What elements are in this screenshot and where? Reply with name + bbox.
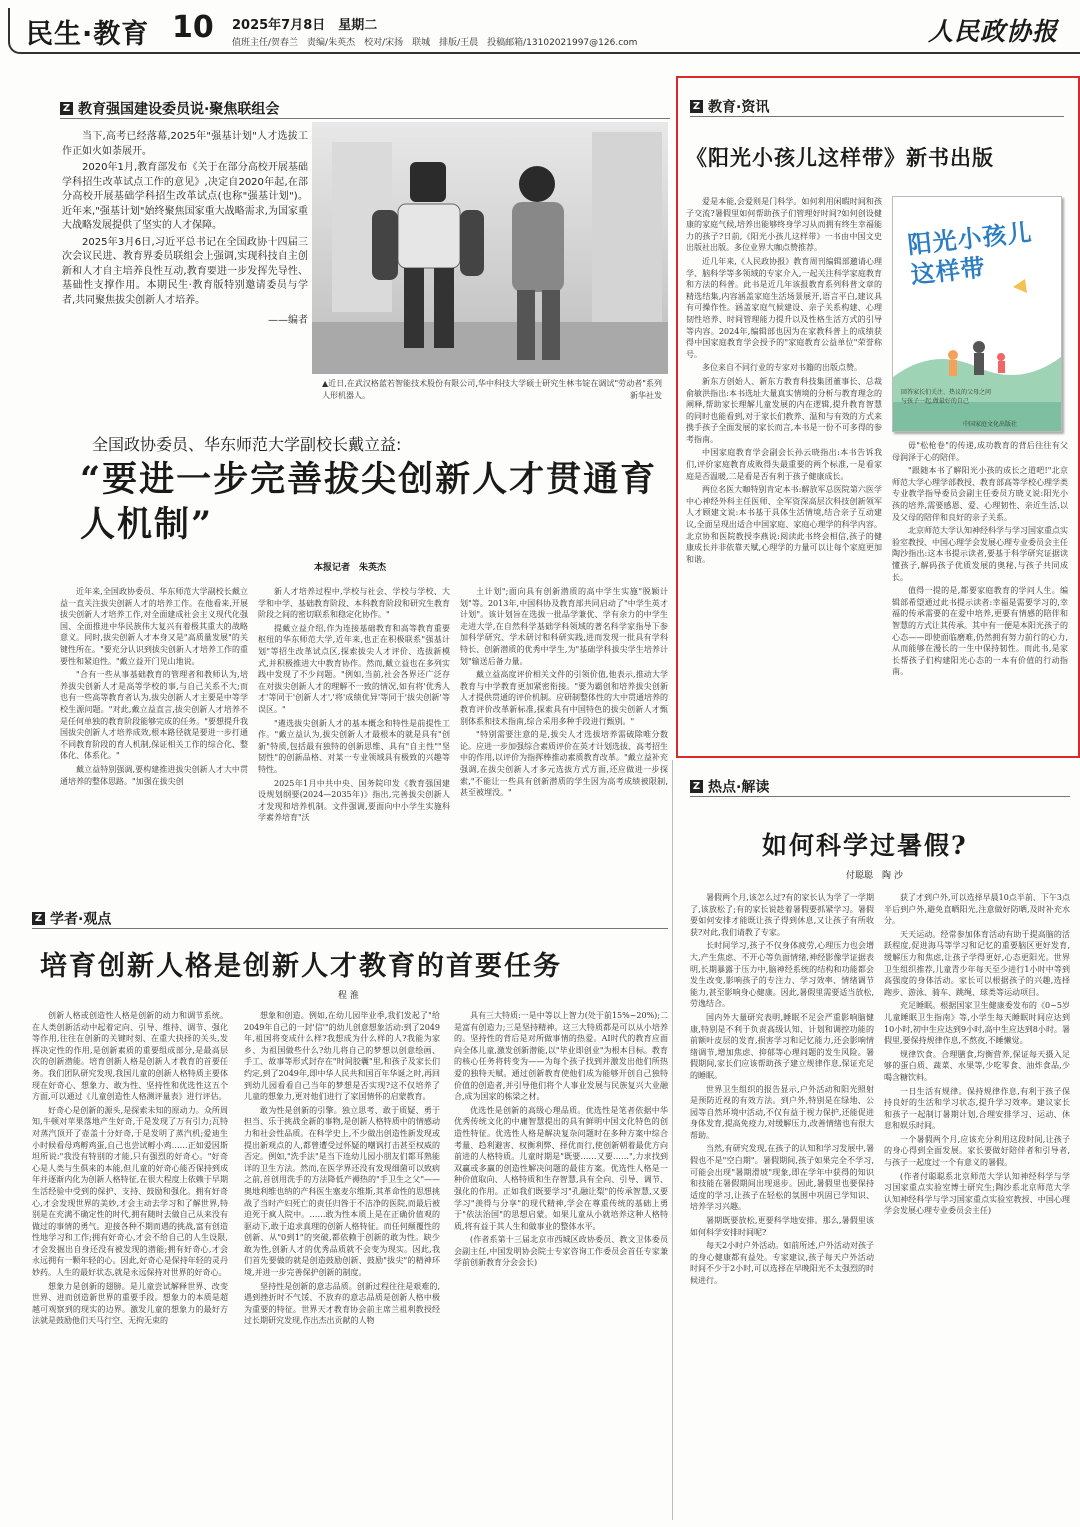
article3-col-2: 毋"松枪卷"的传递,成功教育的背后往往有父母润泽于心的陪伴。 "跟随本书了解阳光小孩的成长之道吧!"北京师范大学心理学部教授、教育部高等学校心理学类专业教学指导委员会副主任委员方晓义说:阳光小孩的培养,需要感恩、爱、心理韧性、亲近生活,以及父母的陪伴和良好的亲子关系。 北京师范大学认知神经科学与学习国家重点实验室教授、中国心理学会发展心理专业委员会主任陶沙指出:这本书提示读者,要基于科学研究证据读懂孩子,解码孩子优质发展的奥秘,与孩子共同成长。 值得一提的是,都要家庭教育的学问人生。编辑部希望通过此书提示读者:幸福是需要学习的,幸福的传承需要的在爱中培养,更要有情感的陪伴和智慧的方式让其传承。其中有一便是本阳光孩子的心态——即使面临磨难,仍然拥有努力前行的心力,从而能够在漫长的一生中保持韧性。而此书,是家长帮孩子们构建阳光心态的一本有价值的行动指南。 xyxy=(892,441,1068,677)
section4-rule xyxy=(690,796,1070,797)
editor-intro: 当下,高考已经落幕,2025年"强基计划"人才选拔工作正如火如荼展开。 2020年1月,教育部发布《关于在部分高校开展基础学科招生改革试点工作的意见》,决定自2020年起,在部分高校开展基础学科招生改革试点(也称"强基计划")。近年来,"强基计划"始终聚焦国家重大战略需求,为国家重大战略发展提供了坚实的人才保障。 2025年3月6日,习近平总书记在全国政协十四届三次会议民进、教育界委员联组会上强调,实现科技自主创新和人才自主培养良性互动,教育要进一步发挥先导性、基础性支撑作用。本期民生·教育版特别邀请委员与学者,共同聚焦拔尖创新人才培养。 ——编者 xyxy=(62,130,308,329)
editor-sign: ——编者 xyxy=(268,315,308,326)
article2-col-1: 创新人格或创造性人格是创新的动力和调节系统。在人类创新活动中起着定向、引导、维持、调节、强化等作用,往往在创新的关键时刻、在重大抉择的关头,发挥决定性的作用,是创新素质的重要组成部分,是最高层次的创新潜能。培育创新人格是创新人才教育的首要任务。我们团队研究发现,我国儿童的创新人格特质主要体现在好奇心、想象力、敢为性、坚持性和优选性这五个方面,可以通过《儿童创造性人格测评量表》进行评估。 好奇心是创新的源头,是探索未知的原动力。众所周知,牛顿对苹果落地产生好奇,于是发现了万有引力;瓦特对蒸汽顶开了壶盖十分好奇,于是发明了蒸汽机;爱迪生小时候看母鸡孵鸡蛋,自己也尝试孵小鸡……正如爱因斯坦所说:"我没有特别的才能,只有强烈的好奇心。"好奇心是人类与生俱来的本能,但儿童的好奇心能否保持到成年并逐渐内化为创新人格特征,在很大程度上依赖于早期生活经验中受到的保护、支持、鼓励和强化。拥有好奇心,才会发现世界的美妙,才会主动去学习和了解世界,特别是在充满不确定性的时代,拥有随时去做自己从来没有做过的事情的勇气。迎接各种不期而遇的挑战,富有创造性地学习和工作;拥有好奇心,才会不给自己的人生设限,才会发掘出自身还没有被发现的潜能;拥有好奇心,才会永远拥有一颗年轻的心。因此,好奇心是保持年轻的灵丹妙药。人生的最好状态,就是永远保持对世界的好奇心。 想象力是创新的翅膀。是儿童尝试解释世界、改变世界、进而创造新世界的重要手段。想象力的本质是超越可观察到的现实的边界。激发儿童的想象力的最好方法就是鼓励他们天马行空、无拘无束的 xyxy=(32,1011,228,1326)
article1-col-2: 新人才培养过程中,学校与社会、学校与学校、大学和中学、基础教育阶段、本科教育阶段和研究生教育阶段之间的密切联系和稳定化协作。" 提戴立益介绍,作为连接基础教育和高等教育重要枢纽的华东师范大学,近年来,也正在积极联系"强基计划"等招生改革试点区,探索拔尖人才评价、选拔新模式,并积极推进大中教育协作。然而,戴立益也在多列实践中发现了不少问题。"例如,当前,社会各界还广泛存在对拔尖创新人才的理解不一致的情况,如有将'优秀人才'等同于'创新人才','将'成绩优异'等同于'拔尖创新'等误区。" "遴选拔尖创新人才的基本概念和特性是前提性工作。"戴立益认为,拔尖创新人才最根本的就是具有"创新"特质,包括最有独特的创新思维、具有"自主性""坚韧性"的创新品格、对某一专业领域具有极致的兴趣等特性。 2025年1月中共中央、国务院印发《教育强国建设规划纲要(2024—2035年)》指出,完善拔尖创新人才发现和培养机制。文件强调,要面向中小学生实施科学素养培育"沃 xyxy=(258,587,450,823)
article3-col-1: 爱是本能,会爱则是门科学。如何利用闲暇时间和孩子交流?暑假里如何帮助孩子们管理好时间?如何创设健康的家庭气候,培养出能够终身学习从而拥有终生幸福能力的孩子?日前,《阳光小孩儿这样带》一书由中国文史出版社出版。多位业界大咖点赞推荐。 近几年来,《人民政协报》教育周刊编辑部邀请心理学、脑科学等多领域的专家介入,一起关注科学家庭教育和方法的科普。此书是近几年该报教育系列科普文章的精选结集,内容涵盖家庭生活场景展开,语言平白,建议具有可操作性。涵盖家庭气候建设、亲子关系构建、心理韧性培养、时间管理能力提升以及性格生活方式的引导等内容。2024年,编辑部也因为在家教科普上的成绩获得中国家庭教育学会授予的"家庭教育公益单位"荣誉称号。 多位来自不同行业的专家对书籍的出版点赞。 新东方创始人、新东方教育科技集团董事长、总裁俞敏洪指出:本书选址大量真实情境的分析与教育理念的阐释,帮助家长理解儿童发展的内在逻辑,提升教育智慧的同时也能看到,对于家长们教养、温和与有效的方式来携手孩子全面发展的家长而言,本书是一份不可多得的参考指南。 中国家庭教育学会副会长孙云晓指出:本书告诉我们,评价家庭教育成败得失最重要的两个标准,一是看家庭是否温暖,二是看是否有利于孩子健康成长。 两位名医大咖特别肯定本书:解放军总医院第六医学中心神经外科主任医师、全军资深高层次科技创新领军人才顾建文说:本书基于具体生活情境,结合亲子互动建议,全面呈现出适合中国家庭、家庭心理学的科学内容。北京协和医院教授李燕说:阅读此书终会相信,孩子的健康成长并非依靠天赋,心理学的力量可以让每个家庭更加和谐。 xyxy=(686,197,882,564)
page-number: 10 xyxy=(172,10,214,45)
section-z-icon: Z xyxy=(32,912,45,925)
section-z-icon: Z xyxy=(690,100,703,113)
photo-credit: 新华社发 xyxy=(630,391,662,400)
book-tagline-1: 回答家长们关注、热议的父母之问 xyxy=(901,389,992,396)
article3-headline: 《阳光小孩儿这样带》新书出版 xyxy=(686,145,994,170)
article2-col-2: 想象和创造。例如,在幼儿园毕业季,我们发起了"给2049年自己的一封'信'"的幼儿创意想象活动:到了2049年,祖国将变成什么样?我想成为什么样的人?我能为家乡、为祖国做些什么?幼儿将自己的梦想以创意绘画、手工、故事等形式封存在"时间胶囊"里,和孩子及家长们约定,到了2049年,即中华人民共和国百年华诞之时,再回到幼儿园看看自己当年的梦想是否实现?这不仅培养了儿童的想象力,更对他们进行了家国情怀的启蒙教育。 敢为性是创新的引擎。独立思考、敢于质疑、勇于担当、乐于挑战全新的事物,是创新人格特质中的情感动力和社会性品质。在科学史上,不少做出创造性新发现或提出新观点的人,都曾遭受过怀疑的嘲讽打击甚至权威的否定。例如,"洗手法"是当下连幼儿园小朋友们都耳熟能详的卫生方法。然而,在医学界还没有发现细菌可以致病之前,首创用洗手的方法降低产褥热的"手卫生之父"——奥地利维也纳的产科医生塞麦尔维斯,其革命性的思想挑战了当时产妇死亡的责任归咎于不洁净的医院,而最后被迫死于疯人院中。……敢为性本质上是在正确价值观的驱动下,敢于追求真理的创新人格特征。而任何颠覆性的创新、从"0到1"的突破,都依赖于创新的敢为性。缺少敢为性,创新人才的优秀品质就不会变为现实。因此,我们首先要做的就是创造鼓励创新、鼓励"拔尖"的精神环境,并进一步完善保护创新的制度。 坚持性是创新的意志品质。创新过程往往是艰难的,遇到挫折时不气馁、不放弃的意志品质是创新人格中极为重要的特征。世界天才教育协会前主席兰祖利教授经过长期研究发现,作出杰出贡献的人物 xyxy=(244,1011,440,1326)
article1-col-1: 近年来,全国政协委员、华东师范大学副校长戴立益一直关注拔尖创新人才的培养工作。在他看来,开展拔尖创新人才培养工作,对全面建成社会主义现代化强国、全面推进中华民族伟大复兴有着极其重大的战略意义。同时,拔尖创新人才本身又是"高质量发展"的关键性所在。"要充分认识到拔尖创新人才培养工作的重要性和紧迫性。"戴立益开门见山地说。 "合有一些从事基础教育的管理者和教师认为,培养拔尖创新人才是高等学校的事,与自己关系不大;而也有一些高等教育者认为,拔尖创新人才主要是中等学校生源问题。"对此,戴立益直言,拔尖创新人才培养不是任何单独的教育阶段能够完成的任务。"要想提升我国拔尖创新人才培养成效,根本路径就是要进一步打通不同教育阶段的育人机制,保证相关工作的综合化、整体化、体系化。" 戴立益特别强调,要构建推进拔尖创新人才大中贯通培养的整体思路。"加强在拔尖创 xyxy=(60,587,248,786)
article1-headline: “要进一步完善拔尖创新人才贯通育人机制” xyxy=(80,459,658,545)
photo-caption: ▲近日,在武汉格蓝若智能技术股份有限公司,华中科技大学硕士研究生林韦锭在调试"劳动者"系列人形机器人。 新华社发 xyxy=(322,379,662,400)
page-header xyxy=(0,0,1080,68)
article4-byline: 付聪聪 陶 沙 xyxy=(846,871,903,881)
article4-col-2: 获了才到户外,可以选择早晨10点半前、下午3点半后到户外,避免直晒阳光,注意做好防晒,及时补充水分。 天天运动。经常参加体育活动有助于提高脑的活跃程度,促进海马等学习和记忆的重要脑区更好发育,缓解压力和焦虑,让孩子学得更好,心态更阳光。世界卫生组织推荐,儿童青少年每天至少进行1小时中等到高强度的身体活动。家长可以根据孩子的兴趣,选择跑步、游泳、骑车、跳绳、球类等运动项目。 充足睡眠。根据国家卫生健康委发布的《0~5岁儿童睡眠卫生指南》等,小学生每天睡眠时间应达到10小时,初中生应达到9小时,高中生应达到8小时。暑假里,要保持规律作息,不熬夜,不睡懒觉。 规律饮食。合理膳食,均衡营养,保证每天摄入足够的蛋白质、蔬菜、水果等,少吃零食、油炸食品,少喝含糖饮料。 一日生活有规律。保持规律作息,有利于孩子保持良好的生活和学习状态,提升学习效率。建议家长和孩子一起制订暑期计划,合理安排学习、运动、休息和娱乐时间。 一个暑假两个月,应该充分利用这段时间,让孩子的身心得到全面发展。家长要做好陪伴者和引导者,与孩子一起度过一个有意义的暑假。 (作者付聪聪系北京师范大学认知神经科学与学习国家重点实验室博士研究生;陶沙系北京师范大学认知神经科学与学习国家重点实验室教授、中国心理学会发展心理专业委员会主任) xyxy=(884,893,1070,1216)
article2-col-3: 具有三大特质:一是中等以上智力(处于前15%~20%);二是富有创造力;三是坚持精神。这三大特质都是可以从小培养的。坚持性的背后是对所做事情的热爱。AI时代的教育应面向全体儿童,激发创新潜能,以"毕业即创业"为根本目标。教育的核心任务将转变为——为每个孩子找到并激发出他们所热爱的独特天赋。通过创新教育使他们成为能够开创自己独特价值的创造者,并引导他们将个人事业发展与民族复兴大业融合,成为国家的栋梁之材。 优选性是创新的高级心理品质。优选性是笔者依据中华优秀传统文化的中庸智慧提出的具有鲜明中国文化特色的创造性特征。优选性人格是解决复杂问题时在多种方案中综合考量、趋利避害、权衡利弊、择优而行,使创新朝着最优方向前进的人格特质。儿童时期是"既要……又要……",力求找到双赢或多赢的创造性解决问题的最佳方案。优选性人格是一种价值取向、人格特质和生存智慧,具有全向、引导、调节、强化的作用。正如我们既要学习"孔融让梨"的传承智慧,又要学习"羡得与分享"的现代精神,学会在尊重传统的基础上勇于"依法治国"的思想启蒙。如果儿童从小就培养这种人格特质,将有益于其人生和做事业的整体水平。 (作者系第十三届北京市西城区政协委员、教文卫体委员会副主任,中国发明协会院士专家咨询工作委员会首任专家兼学前创新教育分会会长) xyxy=(454,1011,668,1268)
section3-rule xyxy=(690,116,1064,117)
section-name: 民生·教育 xyxy=(26,19,150,50)
section1-rule xyxy=(60,118,670,119)
article4-col-1: 暑假两个月,该怎么过?有的家长认为学了一学期了,该放松了;有的家长说趁着暑假要抓紧学习。暑假要如何安排才能既让孩子得到休息,又让孩子有所收获?对此,我们请教了专家。 长时间学习,孩子不仅身体疲劳,心理压力也会增大,产生焦虑、不开心等负面情绪,神经影像学证据表明,长期暴露于压力中,脑神经系统的结构和功能都会发生改变,影响孩子的专注力、学习效率、情绪调节能力,甚至影响身心健康。因此,暑假里需要适当放松,劳逸结合。 国内外大量研究表明,睡眠不足会严重影响脑健康,特别是不利于负责高级认知、计划和调控功能的前额叶皮层的发育,损害学习和记忆能力,还会影响情绪调节,增加焦虑、抑郁等心理问题的发生风险。暑假期间,家长们应该帮助孩子建立规律作息,保证充足的睡眠。 世界卫生组织的报告显示,户外活动和阳光照射是预防近视的有效方法。到户外,特别是在绿地、公园等自然环境中活动,不仅有益于视力保护,还能促进身体发育,提高免疫力,对缓解压力,改善情绪也有很大帮助。 当然,有研究发现,在孩子的认知和学习发展中,暑假也不是"空白期"。暑假期间,孩子如果完全不学习,可能会出现"暑期滑坡"现象,即在学年中获得的知识和技能在暑假期间出现退步。因此,暑假里也要保持适度的学习,让孩子在轻松的氛围中巩固已学知识、培养学习兴趣。 暑期既要放松,更要科学地安排。那么,暑假里该如何科学安排时间呢? 每天2小时户外活动。如前所述,户外活动对孩子的身心健康都有益处。专家建议,孩子每天户外活动时间不少于2小时,可以选择在早晚阳光不太强烈的时候进行。 xyxy=(690,893,874,1285)
section2-rule xyxy=(32,928,668,929)
article4-headline: 如何科学过暑假? xyxy=(762,831,968,860)
header-staff: 值班主任/贺春兰 责编/朱英杰 校对/宋扬 联城 排版/王晨 投稿邮箱/13102021997@126.com xyxy=(232,38,638,48)
book-tagline-2: 与孩子一起,做最好的自己 xyxy=(901,398,969,405)
robot-photo-illustration xyxy=(312,122,668,374)
section4-label: Z 热点·解读 xyxy=(690,776,769,797)
article2-byline: 程 淮 xyxy=(338,991,359,1001)
section-z-icon: Z xyxy=(690,780,703,793)
book-cover xyxy=(892,196,1062,432)
section2-label: Z 学者·观点 xyxy=(32,908,111,929)
robot-photo xyxy=(312,122,668,374)
masthead-logo: 人民政协报 xyxy=(928,17,1059,46)
article1-kicker: 全国政协委员、华东师范大学副校长戴立益: xyxy=(92,435,402,454)
section1-label: Z 教育强国建设委员说·聚焦联组会 xyxy=(60,98,279,119)
section3-label: Z 教育·资讯 xyxy=(690,96,769,117)
header-date: 2025年7月8日 星期二 xyxy=(232,18,378,33)
header-rule xyxy=(22,52,1080,54)
column-divider xyxy=(672,760,673,1520)
book-title: 阳光小孩儿这样带 xyxy=(906,217,1034,290)
header-bracket xyxy=(8,8,24,54)
section-z-icon: Z xyxy=(60,102,73,115)
article1-col-3: 土计划";面向具有创新潜质的高中学生实施"脱颖计划"等。2013年,中国科协及教育部共同启动了"中学生英才计划"。该计划旨在选拔一批品学兼优、学有余力的中学生走进大学,在自然科学基础学科领域的著名科学家指导下参加科学研究、学术研讨和科研实践,进而发现一批具有学科特长、创新潜质的优秀中学生,为"基础学科拔尖学生培养计划"输送后备力量。 戴立益高度评价相关文件的引领价值,他表示,推动大学教育与中学教育更加紧密衔接。"要为霸创和培养拔尖创新人才提供贯通的评价机制。应研制整体性的大中贯通培养的教育评价改革新标准,探索具有中国特色的拔尖创新人才甄别体系和技术指南,综合采用多种手段进行甄别。" "特别需要注意的是,拔尖人才选拔培养需破除唯分数论。应进一步加强综合素质评价在英才计划选拔、高考招生中的作用,以评价为指挥棒推动素质教育改革。"戴立益补充强调,在拔尖创新人才多元选拔方式方面,还应做进一步探索,"不能让一些具有创新潜质的学生因为高考成绩被限制,甚至被埋没。" xyxy=(460,587,668,798)
book-publisher: 中国家庭文化出版社 xyxy=(963,421,1018,428)
article2-headline: 培育创新人格是创新人才教育的首要任务 xyxy=(40,951,562,982)
article1-byline: 本报记者 朱英杰 xyxy=(314,563,387,573)
